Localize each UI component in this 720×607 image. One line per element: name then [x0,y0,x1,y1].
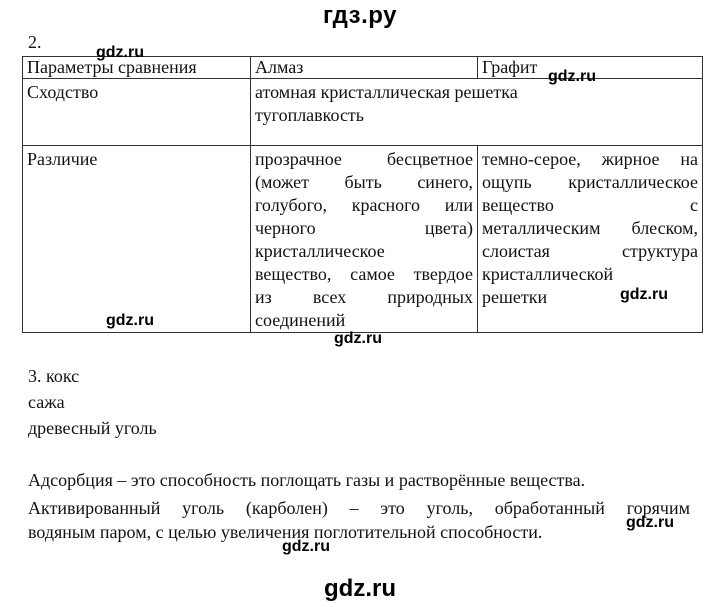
watermark-small: gdz.ru [96,44,144,61]
diamond-line: (может быть синего, [255,172,473,192]
task-2-number: 2. [28,32,42,52]
similarity-line: тугоплавкость [255,105,365,125]
graphite-difference-cell [478,146,703,333]
comparison-table [22,56,703,333]
diamond-line: прозрачное бесцветное [255,149,473,169]
diamond-line: кристаллическое [255,241,385,261]
header-graphite: Графит [478,57,703,79]
watermark-small: gdz.ru [548,68,596,85]
activated-carbon-line: Активированный уголь (карболен) – это уголь, обработанный горячим [28,498,690,518]
header-parameters: Параметры сравнения [23,57,251,79]
diamond-line: черного цвета) [255,218,473,238]
watermark-top: гдз.ру [323,2,397,29]
diamond-difference-cell [251,146,478,333]
diamond-line: вещество, самое твердое [255,264,473,284]
difference-label: Различие [23,146,251,333]
diamond-line: из всех природных [255,287,473,307]
similarity-line: атомная кристаллическая решетка [255,82,518,102]
table-row-similarity [23,79,703,146]
graphite-line: металлическим блеском, [482,218,698,238]
graphite-line: слоистая структура [482,241,698,261]
similarity-cell [251,79,703,146]
graphite-line: ощупь кристаллическое [482,172,698,192]
diamond-line: соединений [255,310,346,330]
watermark-bottom: gdz.ru [324,575,396,602]
graphite-line: вещество с [482,195,698,215]
graphite-line: решетки [482,287,548,307]
diamond-line: голубого, красного или [255,195,473,215]
watermark-small: gdz.ru [106,312,154,329]
watermark-small: gdz.ru [626,514,674,531]
watermark-small: gdz.ru [334,330,382,347]
header-diamond: Алмаз [251,57,478,79]
task-3-item: 3. кокс [28,366,80,386]
adsorption-definition: Адсорбция – это способность поглощать газы и растворённые вещества. [28,470,586,490]
similarity-label: Сходство [23,79,251,146]
graphite-line: темно-серое, жирное на [482,149,698,169]
task-3-item: древесный уголь [28,418,157,438]
watermark-small: gdz.ru [620,286,668,303]
activated-carbon-paragraph [28,496,690,544]
activated-carbon-line: водяным паром, с целью увеличения поглотительной способности. [28,522,543,542]
watermark-small: gdz.ru [282,538,330,555]
graphite-line: кристаллической [482,264,614,284]
task-3-item: сажа [28,392,65,412]
table-row-difference [23,146,703,333]
